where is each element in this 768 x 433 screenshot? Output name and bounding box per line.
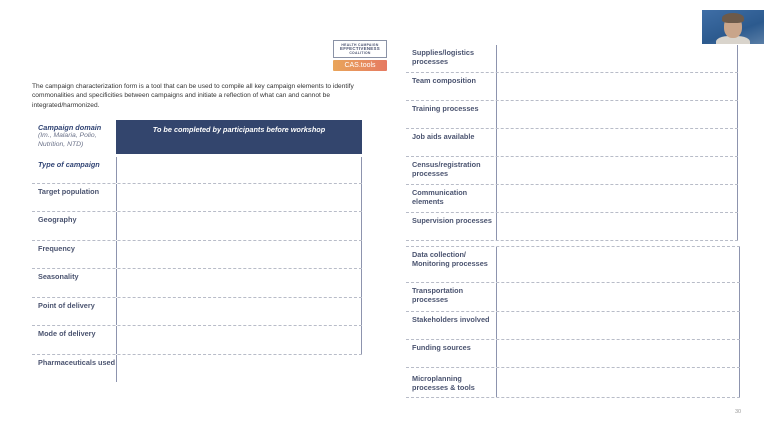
campaign-domain-title: Campaign domain (38, 123, 102, 132)
table-row (406, 340, 740, 368)
row-label: Stakeholders involved (412, 315, 490, 324)
row-label: Data collection/ Monitoring processes (412, 250, 488, 268)
row-label: Team composition (412, 76, 476, 85)
header-row (32, 120, 362, 154)
row-label: Job aids available (412, 132, 475, 141)
supervision-processes-field[interactable] (496, 213, 738, 240)
data-collection-field[interactable] (496, 247, 740, 282)
table-row (32, 298, 362, 326)
table-row (406, 283, 740, 312)
stakeholders-field[interactable] (496, 312, 740, 339)
row-label: Seasonality (38, 272, 79, 281)
row-label: Supplies/logistics processes (412, 48, 475, 66)
row-label: Geography (38, 215, 77, 224)
row-label: Mode of delivery (38, 329, 96, 338)
table-row (406, 185, 738, 213)
communication-elements-field[interactable] (496, 185, 738, 212)
row-label: Type of campaign (38, 160, 100, 169)
intro-text: The campaign characterization form is a tool that can be used to compile all key campaign elements to identify commonalities and specificities between campaigns and initiate a reflection of what can and cannot be integrated/harmonized. (32, 83, 354, 109)
microplanning-field[interactable] (496, 368, 740, 397)
table-row (32, 157, 362, 184)
pharmaceuticals-field[interactable] (116, 355, 362, 382)
table-row (406, 129, 738, 157)
table-row (406, 157, 738, 185)
table-row (406, 213, 738, 241)
cas-tools-badge: CAS.tools (333, 60, 387, 71)
table-row (32, 355, 362, 382)
table-row (32, 241, 362, 269)
participant-video-thumbnail[interactable] (702, 10, 764, 44)
hec-cas-logo (333, 40, 387, 73)
row-label: Supervision processes (412, 216, 492, 225)
table-row (32, 269, 362, 298)
table-row (406, 312, 740, 340)
point-of-delivery-field[interactable] (116, 298, 362, 325)
frequency-field[interactable] (116, 241, 362, 268)
row-label: Frequency (38, 244, 75, 253)
column-header: To be completed by participants before workshop (116, 120, 362, 154)
team-composition-field[interactable] (496, 73, 738, 100)
table-row (32, 212, 362, 241)
table-row (406, 368, 740, 398)
campaign-domain-label (32, 120, 116, 154)
video-person-hat (722, 13, 744, 23)
row-label: Communication elements (412, 188, 468, 206)
campaign-domain-examples: (Im., Malaria, Polio, Nutrition, NTD) (38, 132, 97, 148)
logo-line-2: EFFECTIVENESS (339, 45, 380, 51)
campaign-form-left (32, 120, 362, 382)
table-row (406, 247, 740, 283)
table-row (406, 73, 738, 101)
row-label: Target population (38, 187, 100, 196)
page-number: 30 (735, 409, 742, 415)
logo-line-3: COALITION (349, 51, 371, 56)
row-label: Transportation processes (412, 286, 464, 304)
campaign-form-right-top (406, 45, 738, 241)
funding-sources-field[interactable] (496, 340, 740, 367)
logo-line-1: HEALTH CAMPAIGN (341, 42, 379, 47)
job-aids-field[interactable] (496, 129, 738, 156)
seasonality-field[interactable] (116, 269, 362, 297)
table-row (406, 45, 738, 73)
row-label: Microplanning processes & tools (412, 374, 475, 392)
geography-field[interactable] (116, 212, 362, 240)
type-of-campaign-field[interactable] (116, 157, 362, 183)
mode-of-delivery-field[interactable] (116, 326, 362, 354)
table-row (32, 326, 362, 355)
row-label: Training processes (412, 104, 479, 113)
table-row (32, 184, 362, 212)
census-registration-field[interactable] (496, 157, 738, 184)
row-label: Point of delivery (38, 301, 95, 310)
logo-wordmark (333, 40, 387, 58)
target-population-field[interactable] (116, 184, 362, 211)
training-processes-field[interactable] (496, 101, 738, 128)
row-label: Funding sources (412, 343, 471, 352)
campaign-form-right-bottom (406, 246, 740, 398)
table-row (406, 101, 738, 129)
row-label: Pharmaceuticals used (38, 358, 116, 367)
supplies-logistics-field[interactable] (496, 45, 738, 72)
transportation-field[interactable] (496, 283, 740, 311)
row-label: Census/registration processes (412, 160, 481, 178)
